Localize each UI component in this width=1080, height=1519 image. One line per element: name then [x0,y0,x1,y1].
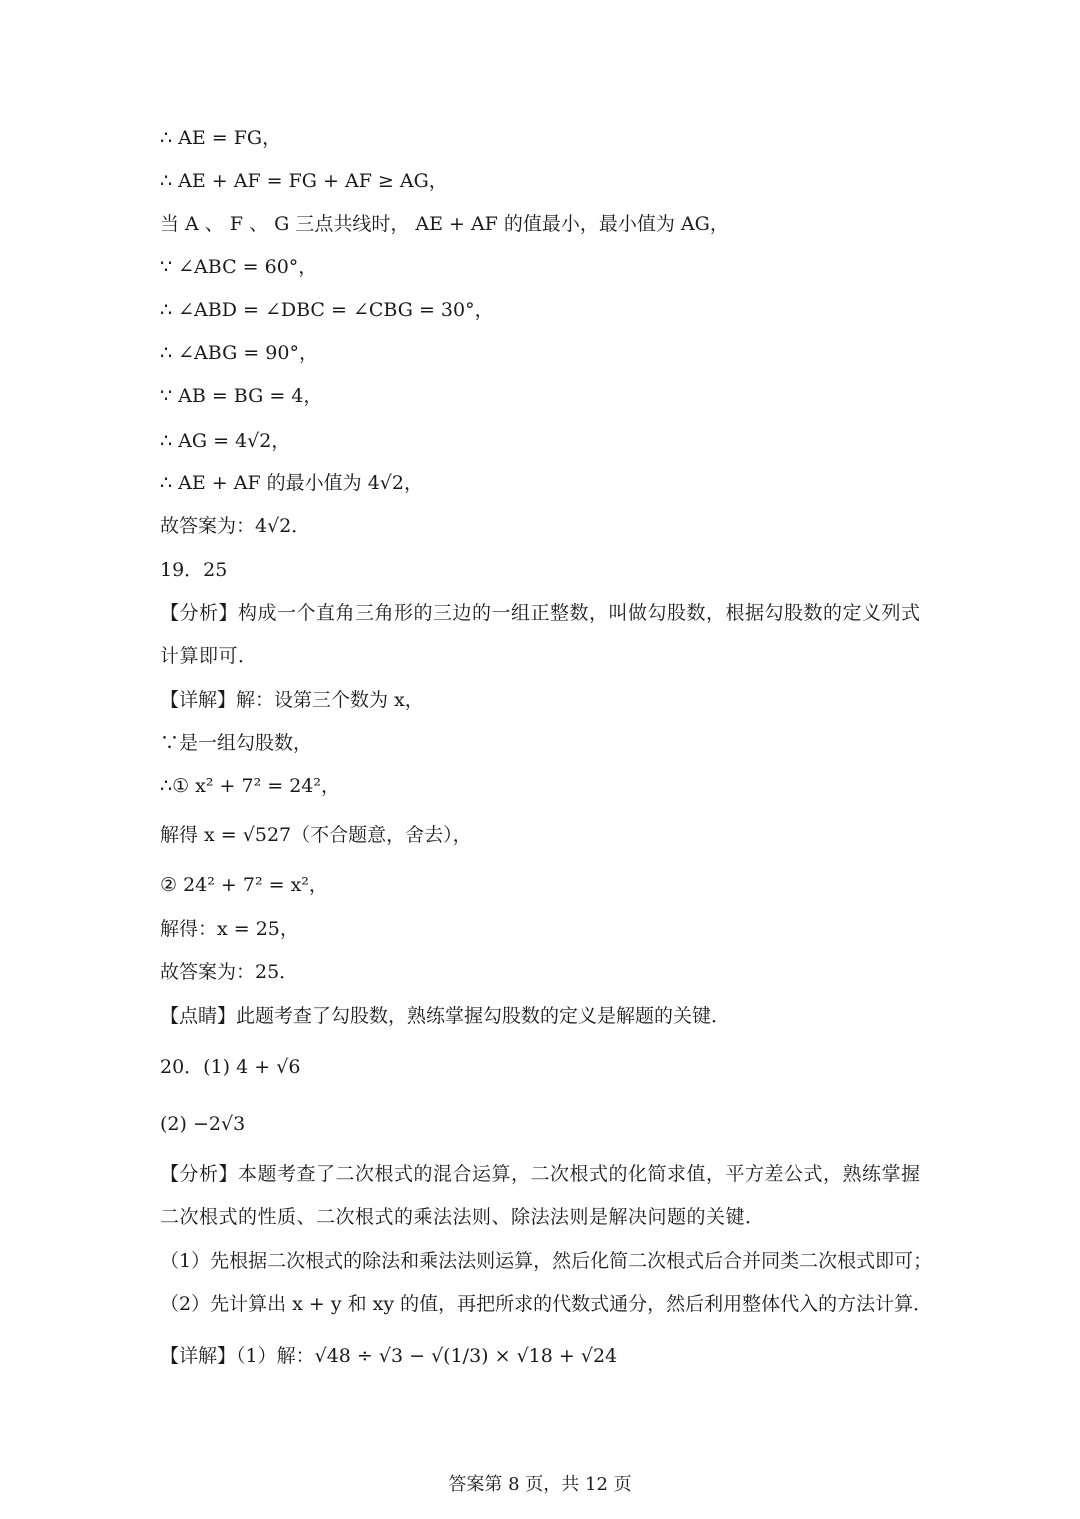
question-20-answer-1: 20．(1) 4 + √6 [160,1056,301,1078]
analysis-paragraph: 【分析】构成一个直角三角形的三边的一组正整数，叫做勾股数，根据勾股数的定义列式计算即可． [160,602,921,667]
text-line: ∴ AE + AF 的最小值为 4√2， [160,472,423,494]
text-line: （1）先根据二次根式的除法和乘法法则运算，然后化简二次根式后合并同类二次根式即可； [160,1250,933,1272]
text-line: ② 24² + 7² = x²， [160,874,328,896]
text-line: ∴① x² + 7² = 24²， [160,775,340,797]
question-20-answer-2: (2) −2√3 [160,1113,246,1135]
text-line: ∴ AG = 4√2， [160,430,291,452]
text-line: ∵是一组勾股数， [160,732,313,754]
detail-line: 【详解】（1）解：√48 ÷ √3 − √(1/3) × √18 + √24 [160,1345,618,1367]
text-line: ∴ AE + AF = FG + AF ≥ AG， [160,170,448,192]
comment-line: 【点睛】此题考查了勾股数，熟练掌握勾股数的定义是解题的关键． [160,1005,731,1027]
text-line: （2）先计算出 x + y 和 xy 的值，再把所求的代数式通分，然后利用整体代入的方法计算． [160,1293,933,1315]
analysis-paragraph: 【分析】本题考查了二次根式的混合运算，二次根式的化简求值，平方差公式，熟练掌握二次根式的性质、二次根式的乘法法则、除法法则是解决问题的关键． [160,1163,921,1228]
page-footer: 答案第 8 页，共 12 页 [448,1474,632,1495]
text-line: 故答案为：4√2． [160,515,311,537]
text-line: ∴ ∠ABG = 90°， [160,342,318,364]
text-line: ∴ ∠ABD = ∠DBC = ∠CBG = 30°， [160,299,494,321]
question-19-answer: 19．25 [160,559,228,581]
text-line: ∴ AE = FG， [160,127,282,149]
text-line: 【详解】解：设第三个数为 x， [160,689,424,711]
text-line: ∵ AB = BG = 4， [160,385,323,407]
text-line: ∵ ∠ABC = 60°， [160,256,318,278]
text-line: 当 A 、 F 、 G 三点共线时， AE + AF 的值最小，最小值为 AG， [160,213,729,235]
text-line: 解得：x = 25， [160,918,299,940]
text-line: 解得 x = √527（不合题意，舍去）， [160,824,472,846]
text-line: 故答案为：25． [160,961,299,983]
